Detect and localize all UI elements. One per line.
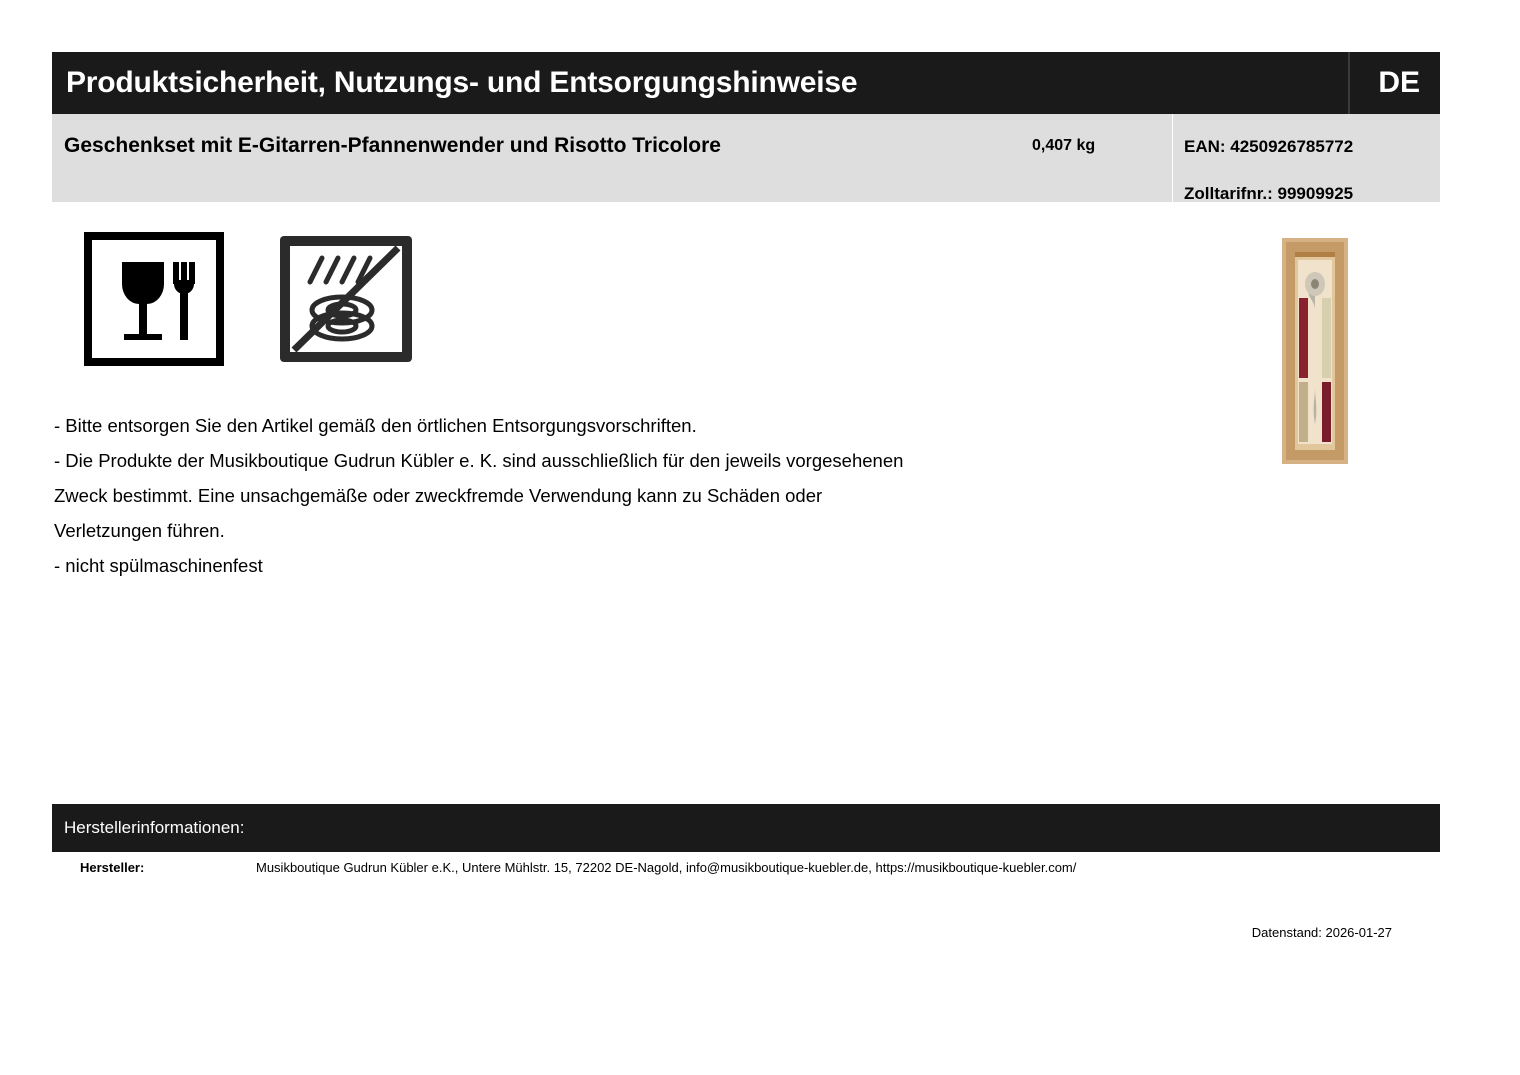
product-photo <box>1282 238 1348 464</box>
note-line: Zweck bestimmt. Eine unsachgemäße oder zweckfremde Verwendung kann zu Schäden oder <box>54 485 823 506</box>
not-dishwasher-safe-icon <box>276 232 416 366</box>
language-badge: DE <box>1348 52 1420 114</box>
product-ean: EAN: 4250926785772 <box>1184 137 1354 156</box>
note-line: - nicht spülmaschinenfest <box>54 555 263 576</box>
manufacturer-section-header: Herstellerinformationen: <box>52 804 1440 852</box>
manufacturer-label: Hersteller: <box>80 860 145 875</box>
safety-notes <box>54 408 1174 583</box>
data-status: Datenstand: 2026-01-27 <box>1251 925 1392 940</box>
product-weight: 0,407 kg <box>1032 137 1096 154</box>
pictogram-group <box>84 232 416 366</box>
product-title: Geschenkset mit E-Gitarren-Pfannenwender und Risotto Tricolore <box>64 134 721 157</box>
subheader-divider <box>1172 114 1173 202</box>
manufacturer-value: Musikboutique Gudrun Kübler e.K., Untere Mühlstr. 15, 72202 DE-Nagold, info@musikboutique-kuebler.de, https://musikboutique-kuebler.com/ <box>256 860 1077 875</box>
note-line: - Bitte entsorgen Sie den Artikel gemäß den örtlichen Entsorgungsvorschriften. <box>54 415 697 436</box>
food-safe-icon <box>84 232 224 366</box>
product-customs-tariff: Zolltarifnr.: 99909925 <box>1184 184 1354 203</box>
page-title: Produktsicherheit, Nutzungs- und Entsorgungshinweise <box>66 66 858 99</box>
product-info-bar <box>52 114 1440 202</box>
note-line: - Die Produkte der Musikboutique Gudrun Kübler e. K. sind ausschließlich für den jeweils vorgesehenen <box>54 450 904 471</box>
document-header <box>52 52 1440 114</box>
note-line: Verletzungen führen. <box>54 520 225 541</box>
